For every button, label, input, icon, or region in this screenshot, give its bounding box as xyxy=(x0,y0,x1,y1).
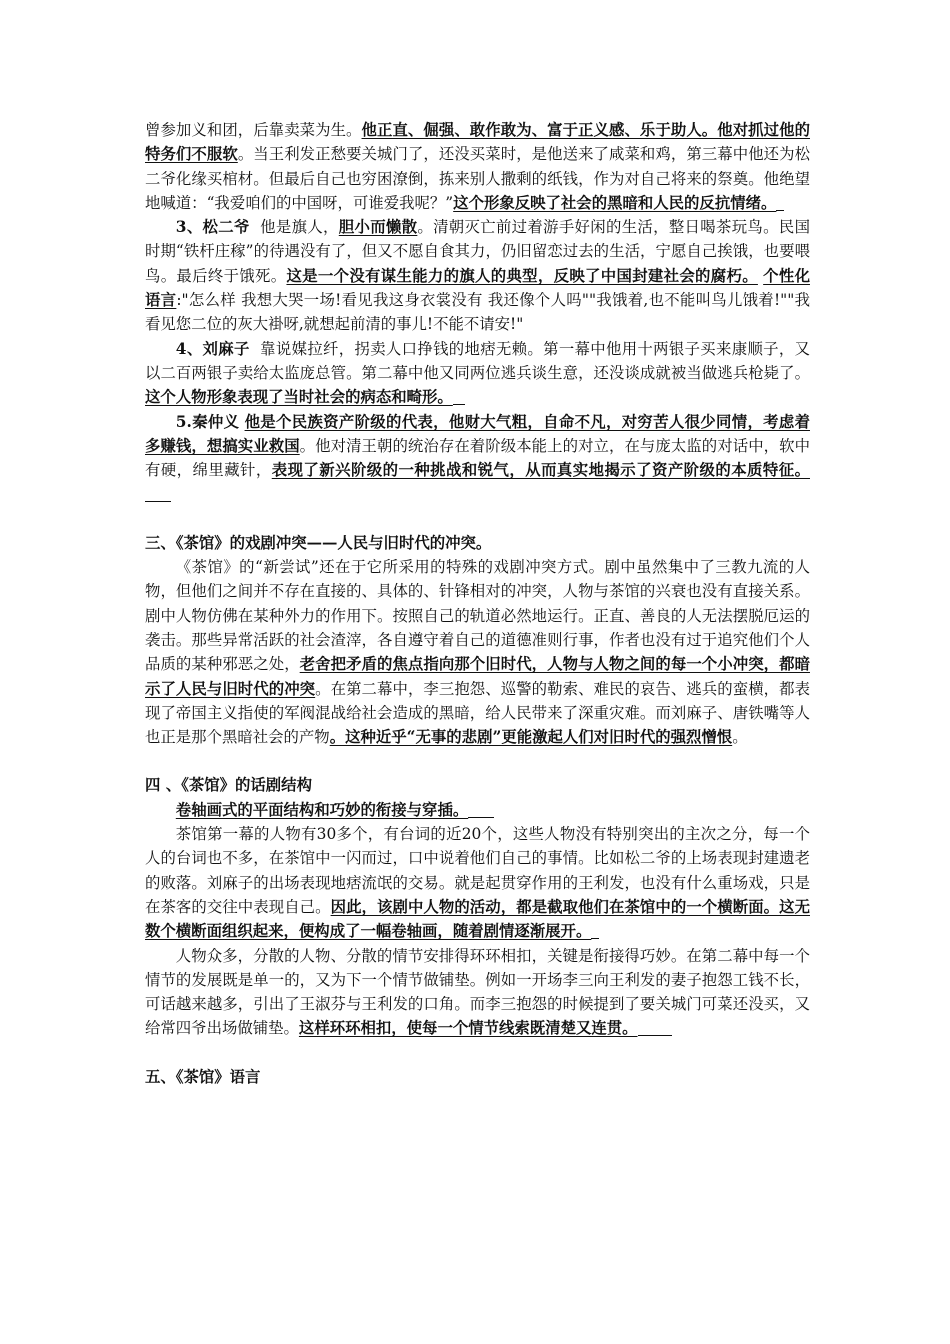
underline-trail xyxy=(638,1019,672,1036)
underline-trail xyxy=(591,922,599,939)
emphasis-text: 这样环环相扣，使每一个情节线索既清楚又连贯。 xyxy=(298,1019,638,1038)
paragraph-chang-si-ye xyxy=(145,118,810,215)
spacer xyxy=(145,749,810,773)
text: 。他对清王朝的统治存在着阶级本能上的对立，在与庞太监的对话中，软中有硬，绵里藏针， xyxy=(145,436,810,480)
emphasis-text: 卷轴画式的平面结构和巧妙的衔接与穿插。 xyxy=(175,800,469,819)
underline-trail xyxy=(145,485,171,502)
underline-trail xyxy=(776,194,784,211)
document-page xyxy=(145,118,810,1089)
text: 他是旗人， xyxy=(260,218,339,237)
text: 人物众多，分散的人物、分散的情节安排得环环相扣，关键是衔接得巧妙。在第二幕中每一个情节的发展既是单一的，又为下一个情节做铺垫。例如一开场李三向王利发的妻子抱怨工钱不长，可话越来越多，引出了王淑芬与王利发的口角。而李三抱怨的时候提到了要关城门可菜还没买，又给常四爷出场做铺垫。 xyxy=(145,946,810,1038)
emphasis-text: 。这种近乎“无事的悲剧”更能激起人们对旧时代的强烈憎恨 xyxy=(329,728,733,747)
item-number: 4、刘麻子 xyxy=(175,339,250,358)
text: 。当王利发正愁要关城门了，还没买菜时，是他送来了咸菜和鸡，第三幕中他还为松二爷化缘买棺材。但最后自己也穷困潦倒，拣来别人撒剩的纸钱，作为对自己将来的祭奠。他绝望地喊道：“我爱咱们的中国呀，可谁爱我呢？” xyxy=(145,145,810,212)
emphasis-text: 老舍把矛盾的焦点指向那个旧时代，人物与人物之间的每一个小冲突，都暗示了人民与旧时代的冲突 xyxy=(145,655,810,698)
section-heading-3: 三、《茶馆》的戏剧冲突——人民与旧时代的冲突。 xyxy=(145,533,492,552)
paragraph-qin-zhong-yi xyxy=(145,410,810,507)
text: 。 xyxy=(732,728,748,747)
emphasis-text: 他是个民族资产阶级的代表，他财大气粗，自命不凡，对穷苦人很少同情，考虑着多赚钱，想搞实业救国 xyxy=(145,412,810,455)
section-heading-5: 五、《茶馆》语言 xyxy=(145,1067,261,1086)
emphasis-text: 这是一个没有谋生能力的旗人的典型，反映了中国封建社会的腐朽。 xyxy=(286,266,758,285)
text: 茶馆第一幕的人物有30多个，有台词的近20个，这些人物没有特别突出的主次之分，每一个人的台词也不多，在茶馆中一闪而过，口中说着他们自己的事情。比如松二爷的上场表现封建遗老的败落。刘麻子的出场表现地痞流氓的交易。就是起贯穿作用的王利发，也没有什么重场戏，只是在茶客的交往中表现自己。 xyxy=(145,825,810,916)
subheading-structure xyxy=(145,798,810,822)
emphasis-text: 胆小而懒散 xyxy=(338,218,418,237)
paragraph-liu-ma-zi xyxy=(145,337,810,410)
text: 曾参加义和团，后靠卖菜为生。 xyxy=(145,121,362,139)
text: :"怎么样 我想大哭一场!看见我这身衣裳没有 我还像个人吗""我饿着,也不能叫鸟儿饿着!""我看见您二位的灰大褂呀,就想起前清的事儿!不能不请安!" xyxy=(145,291,810,334)
section-heading-4: 四 、《茶馆》的话剧结构 xyxy=(145,776,312,795)
emphasis-text: 表现了新兴阶级的一种挑战和锐气，从而真实地揭示了资产阶级的本质特征。 xyxy=(271,461,810,480)
text: 。清朝灭亡前过着游手好闲的生活，整日喝茶玩鸟。民国时期“铁杆庄稼”的待遇没有了，但又不愿自食其力，仍旧留恋过去的生活，宁愿自己挨饿，也要喂鸟。最后终于饿死。 xyxy=(145,218,810,285)
text: 靠说媒拉纤，拐卖人口挣钱的地痞无赖。第一幕中他用十两银子买来康顺子，又以二百两银子卖给太监庞总管。第二幕中他又同两位逃兵谈生意，还没谈成就被当做逃兵枪毙了。 xyxy=(145,339,810,382)
emphasis-text: 他正直、倔强、敢作敢为、富于正义感、乐于助人。他对抓过他的特务们不服软 xyxy=(145,121,810,164)
underline-trail xyxy=(453,388,465,405)
spacer xyxy=(145,507,810,531)
paragraph-song-er-ye xyxy=(145,215,810,336)
paragraph-structure-1 xyxy=(145,822,810,943)
spacer xyxy=(145,1041,810,1065)
item-number: 3、松二爷 xyxy=(175,218,250,237)
item-number: 5.秦仲义 xyxy=(175,412,240,431)
paragraph-drama-conflict xyxy=(145,555,810,749)
text: 。在第二幕中，李三抱怨、巡警的勒索、难民的哀告、逃兵的蛮横，都表现了帝国主义指使的军阀混战给社会造成的黑暗，给人民带来了深重灾难。而刘麻子、唐铁嘴等人也正是那个黑暗社会的产物 xyxy=(145,679,810,747)
paragraph-structure-2 xyxy=(145,944,810,1041)
emphasis-text: 这个人物形象表现了当时社会的病态和畸形。 xyxy=(145,388,453,407)
underline-trail xyxy=(468,801,494,818)
emphasis-text: 这个形象反映了社会的黑暗和人民的反抗情绪。 xyxy=(453,193,777,212)
emphasis-text: 因此，该剧中人物的活动，都是截取他们在茶馆中的一个横断面。这无数个横断面组织起来，便构成了一幅卷轴画，随着剧情逐渐展开。 xyxy=(145,897,810,941)
emphasis-text: 个性化语言 xyxy=(145,266,810,310)
text: 《茶馆》的“新尝试”还在于它所采用的特殊的戏剧冲突方式。剧中虽然集中了三教九流的人物，但他们之间并不存在直接的、具体的、针锋相对的冲突，人物与茶馆的兴衰也没有直接关系。剧中人物仿佛在某种外力的作用下。按照自己的轨道必然地运行。正直、善良的人无法摆脱厄运的袭击。那些异常活跃的社会渣滓，各自遵守着自己的道德准则行事，作者也没有过于追究他们个人品质的某种邪恶之处， xyxy=(145,558,810,674)
